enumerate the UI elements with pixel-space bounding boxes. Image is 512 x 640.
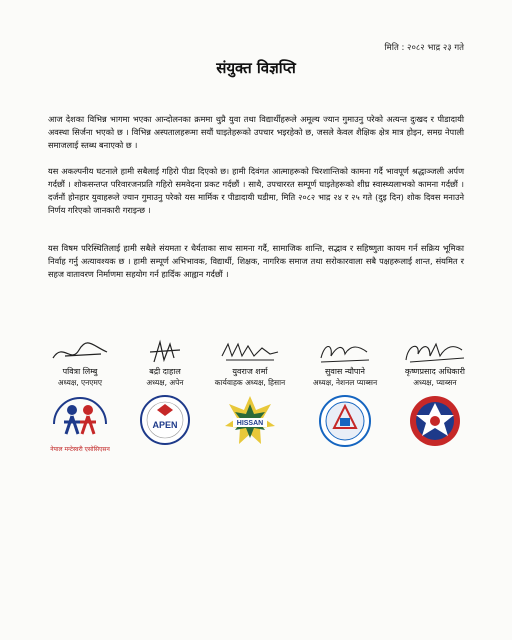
pabson-logo bbox=[408, 394, 462, 448]
hissan-logo bbox=[223, 394, 277, 448]
signatory-4 bbox=[300, 338, 390, 448]
signatory-3-role: कार्यवाहक अध्यक्ष, हिसान bbox=[214, 378, 286, 387]
hissan-logo-text: HISSAN bbox=[236, 420, 264, 427]
paragraph-1: आज देशका विभिन्न भागमा भएका आन्दोलनका क्रममा थुप्रै युवा तथा विद्यार्थीहरूले अमूल्य ज्यान गुमाउनु परेको अत्यन्त दुःखद र पीडादायी अवस्था सिर्जना भएको छ । विभिन्न अस्पतालहरूमा सयौं घाइतेहरूको उपचार भइरहेको छ, जसले केवल शैक्षिक क्षेत्र मात्र होइन, समग्र नेपाली समाजलाई स्तब्ध बनाएको छ । bbox=[48, 114, 464, 150]
signature-5 bbox=[400, 338, 470, 366]
signatory-1 bbox=[35, 338, 125, 454]
signatory-2 bbox=[120, 338, 210, 446]
paragraph-2: यस अकल्पनीय घटनाले हामी सबैलाई गहिरो पीडा दिएको छ। हामी दिवंगत आत्माहरूको चिरशान्तिको कामना गर्दै भावपूर्ण श्रद्धाञ्जली अर्पण गर्दछौं । शोकसन्तप्त परिवारजनप्रति गहिरो समवेदना प्रकट गर्दछौं । साथै, उपचाररत सम्पूर्ण घाइतेहरूको शीघ्र स्वास्थ्यलाभको कामना गर्दछौं । दर्जनौं होनहार युवाहरूले ज्यान गुमाउनु परेको यस मार्मिक र पीडादायी घडीमा, मिति २०८२ भाद्र २४ र २५ गते (दुइ दिन) शोक दिवस मनाउने निर्णय गरिएको जानकारी गराइन्छ । bbox=[48, 166, 464, 215]
signatory-5 bbox=[390, 338, 480, 448]
signature-2 bbox=[140, 338, 190, 366]
apen-logo-text: APEN bbox=[152, 420, 178, 430]
apen-logo bbox=[139, 394, 191, 446]
date-line: मिति : २०८२ भाद्र २३ गते bbox=[384, 43, 464, 53]
signatory-2-role: अध्यक्ष, अपेन bbox=[146, 378, 184, 387]
document-title: संयुक्त विज्ञप्ति bbox=[216, 59, 296, 77]
signature-1 bbox=[45, 338, 115, 366]
nma-logo bbox=[50, 394, 110, 446]
signatory-2-name: बद्री दाहाल bbox=[149, 367, 181, 376]
signatory-3-name: युवराज शर्मा bbox=[232, 367, 268, 376]
signatory-1-role: अध्यक्ष, एनएमए bbox=[57, 378, 103, 387]
signatory-5-name: कृष्णप्रसाद अधिकारी bbox=[405, 367, 465, 376]
paragraph-3: यस विषम परिस्थितिलाई हामी सबैले संयमता र धैर्यताका साथ सामना गर्दै, सामाजिक शान्ति, सद्भाव र सहिष्णुता कायम गर्न सक्रिय भूमिका निर्वाह गर्नु अत्यावश्यक छ । हामी सम्पूर्ण अभिभावक, विद्यार्थी, शिक्षक, नागरिक समाज तथा सरोकारवाला सबै पक्षहरूलाई शान्त, संयमित र सहज वातावरण निर्माणमा सहयोग गर्न हार्दिक आह्वान गर्दछौं । bbox=[48, 243, 464, 279]
nma-logo-caption: नेपाल मन्टेस्वरी एसोसिएसन bbox=[50, 446, 110, 453]
national-pabson-logo bbox=[318, 394, 372, 448]
signatory-1-name: पवित्रा लिम्बु bbox=[62, 367, 98, 376]
signature-3 bbox=[218, 338, 282, 366]
signatory-4-role: अध्यक्ष, नेशनल प्याब्सन bbox=[312, 378, 378, 387]
signatory-4-name: सुवास न्यौपाने bbox=[324, 367, 365, 376]
signature-4 bbox=[315, 338, 375, 366]
signatory-5-role: अध्यक्ष, प्याब्सन bbox=[413, 378, 457, 387]
signatory-3 bbox=[205, 338, 295, 448]
